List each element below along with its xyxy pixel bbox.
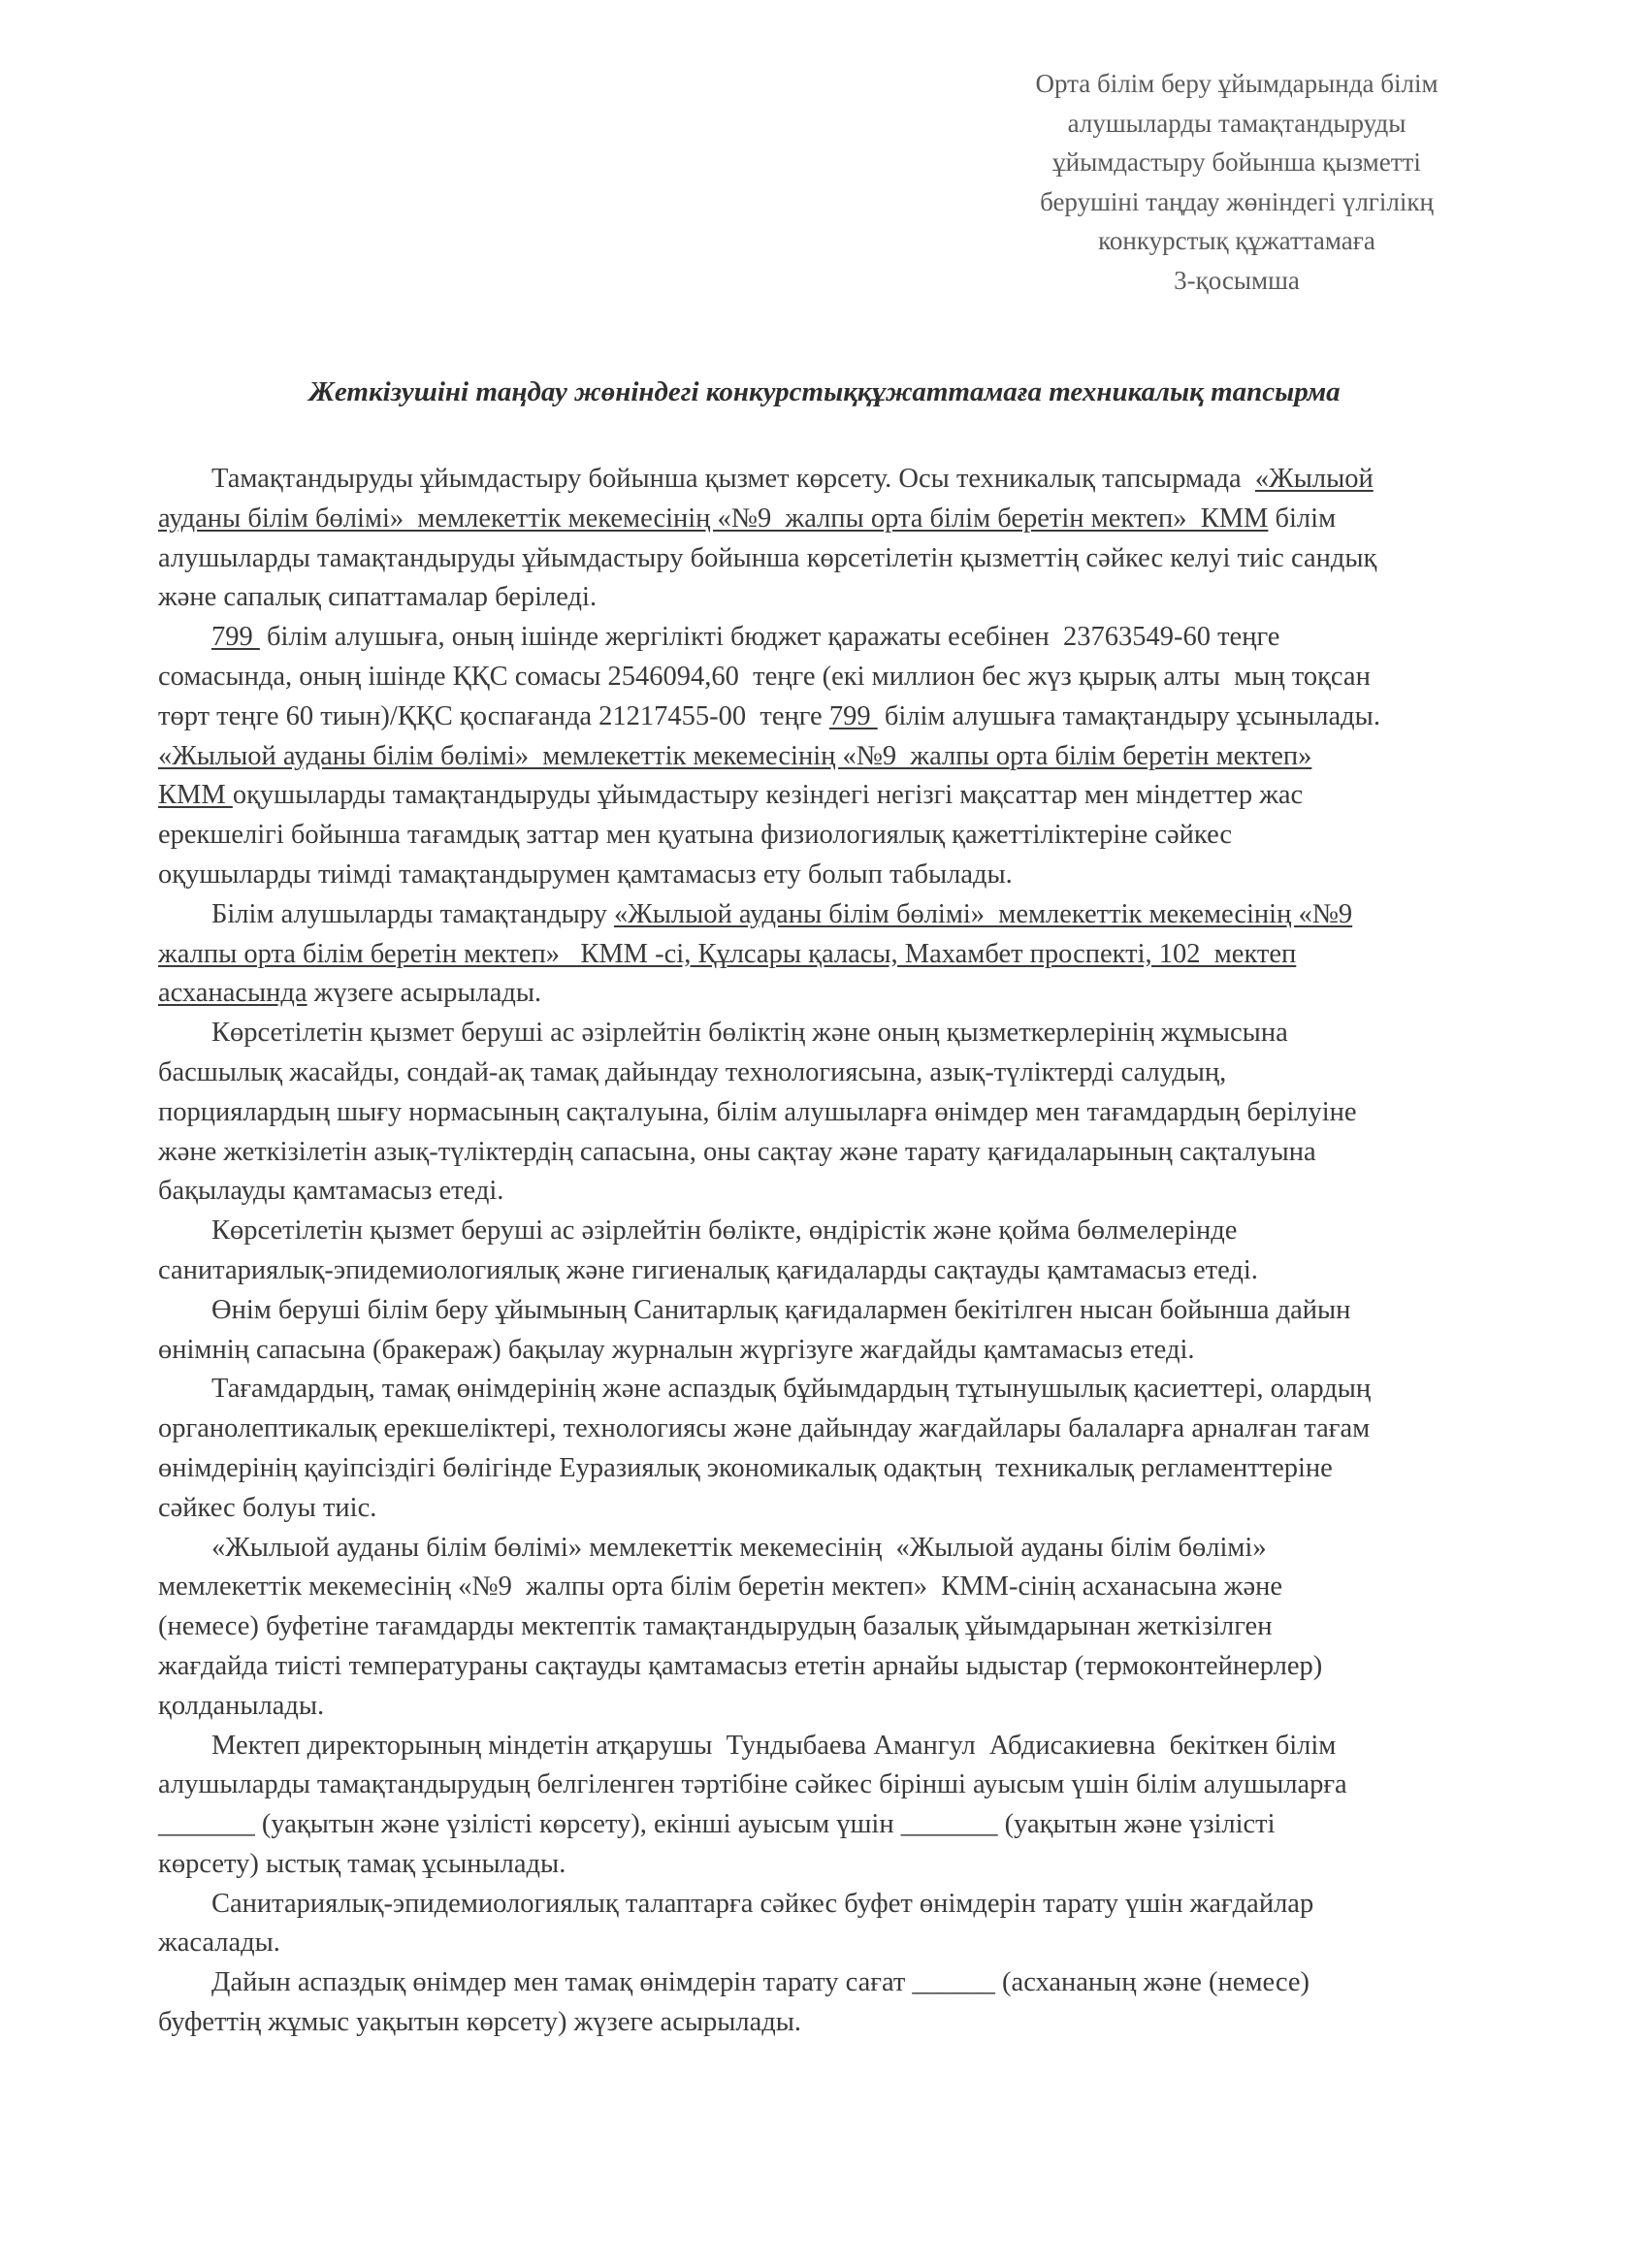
text-line	[158, 1963, 1516, 2003]
text-line	[158, 1766, 1516, 1805]
text-line	[158, 1370, 1516, 1409]
text-segment: органолептикалық ерекшеліктері, технологиясы және дайындау жағдайлары балаларға арналған тағам	[158, 1413, 1371, 1444]
text-segment: Көрсетілетін қызмет беруші ас әзірлейтін бөліктің және оның қызметкерлерінің жұмысына	[211, 1018, 1288, 1049]
text-line	[158, 1212, 1516, 1251]
paragraph	[158, 1370, 1516, 1528]
text-segment: ерекшелігі бойынша тағамдық заттар мен қуатына физиологиялық қажеттіліктеріне сәйкес	[158, 820, 1233, 851]
text-line	[158, 500, 1516, 539]
underlined-text: «Жылыой ауданы білім бөлімі» мемлекеттік мекемесінің «№9	[613, 898, 1353, 929]
text-segment: және сапалық сипаттамалар беріледі.	[158, 582, 598, 613]
header-line: 3-қосымша	[1174, 265, 1300, 295]
text-line	[158, 1053, 1516, 1093]
underlined-text: 799	[828, 700, 878, 731]
text-line	[158, 1924, 1516, 1963]
paragraph	[158, 618, 1516, 895]
text-segment: Санитариялық-эпидемиологиялық талаптарға сәйкес буфет өнімдерін тарату үшін жағдайлар	[211, 1888, 1314, 1919]
text-line	[158, 1449, 1516, 1489]
text-segment: алушыларды тамақтандырудың белгіленген тәртібіне сәйкес бірінші ауысым үшін білім алушыларға	[158, 1769, 1347, 1800]
text-line	[158, 578, 1516, 618]
text-segment: санитариялық-эпидемиологиялық және гигиеналық қағидаларды сақтауды қамтамасыз етеді.	[158, 1254, 1258, 1285]
text-line	[158, 1529, 1516, 1569]
document-body	[158, 460, 1516, 2043]
text-segment: басшылық жасайды, сондай-ақ тамақ дайындау технологиясына, азық-түліктерді салудың,	[158, 1056, 1227, 1087]
text-line	[158, 1607, 1516, 1647]
text-line	[158, 1489, 1516, 1529]
text-line	[158, 1647, 1516, 1687]
text-segment: буфеттің жұмыс уақытын көрсету) жүзеге асырылады.	[158, 2007, 802, 2038]
paragraph	[158, 1212, 1516, 1291]
paragraph	[158, 1291, 1516, 1371]
text-segment: Мектеп директорының міндетін атқарушы Тундыбаева Амангул Абдисакиевна бекіткен білім	[211, 1730, 1337, 1761]
header-line: ұйымдастыру бойынша қызметті	[1052, 147, 1421, 178]
text-segment: және жеткізілетін азық-түліктердің сапасына, оны сақтау және тарату қағидаларының сақталуына	[158, 1136, 1316, 1167]
text-segment: көрсету) ыстық тамақ ұсынылады.	[158, 1848, 566, 1879]
paragraph	[158, 895, 1516, 1014]
text-segment: білім алушыға, оның ішінде жергілікті бюджет қаражаты есебінен 23763549-60 теңге	[259, 622, 1280, 653]
text-segment: порциялардың шығу нормасының сақталуына, білім алушыларға өнімдер мен тағамдардың берілуіне	[158, 1096, 1357, 1127]
underlined-text: ауданы білім бөлімі» мемлекеттік мекемесінің «№9 жалпы орта білім беретін мектеп» КММ	[158, 502, 1269, 534]
text-line	[158, 935, 1516, 975]
text-line	[158, 658, 1516, 697]
text-segment: өнімдерінің қауіпсіздігі бөлігінде Еуразиялық экономикалық одақтың техникалық регламенттеріне	[158, 1452, 1333, 1483]
text-segment: мемлекеттік мекемесінің «№9 жалпы орта білім беретін мектеп» КММ-сінің асханасына және	[158, 1571, 1283, 1603]
text-segment: Көрсетілетін қызмет беруші ас әзірлейтін бөлікте, өндірістік және қойма бөлмелерінде	[211, 1215, 1238, 1247]
text-line	[158, 895, 1516, 935]
text-line	[158, 1805, 1516, 1845]
paragraph	[158, 1885, 1516, 1964]
text-segment: алушыларды тамақтандыруды ұйымдастыру бойынша көрсетілетін қызметтің сәйкес келуі тиіс сандық	[158, 542, 1377, 573]
text-segment: Дайын аспаздық өнімдер мен тамақ өнімдерін тарату сағат ______ (асхананың және (немесе)	[211, 1967, 1310, 1998]
paragraph	[158, 1529, 1516, 1727]
text-segment: өнімнің сапасына (бракераж) бақылау журналын жүргізуге жағдайды қамтамасыз етеді.	[158, 1334, 1195, 1365]
text-line	[158, 856, 1516, 895]
underlined-text: КММ	[158, 780, 233, 811]
text-line	[158, 539, 1516, 579]
text-segment: төрт теңге 60 тиын)/ҚҚС қоспағанда 21217455-00 теңге	[158, 700, 829, 731]
text-segment: _______ (уақытын және үзілісті көрсету), екінші ауысым үшін _______ (уақытын және үзілісті	[158, 1809, 1276, 1840]
text-segment: бақылауды қамтамасыз етеді.	[158, 1176, 504, 1207]
text-line	[158, 1093, 1516, 1133]
underlined-text: 799	[211, 622, 260, 653]
text-segment: (немесе) буфетіне тағамдарды мектептік тамақтандырудың базалық ұйымдарынан жеткізілген	[158, 1611, 1273, 1642]
text-line	[158, 737, 1516, 777]
text-line	[158, 697, 1516, 737]
header-line: берушіні таңдау жөніндегі үлгілікң	[1040, 186, 1434, 216]
header-line: алушыларды тамақтандыруды	[1067, 108, 1406, 138]
underlined-text: асханасында	[158, 978, 307, 1009]
text-line	[158, 1568, 1516, 1607]
text-segment: Білім алушыларды тамақтандыру	[211, 898, 614, 929]
text-line	[158, 1331, 1516, 1371]
text-line	[158, 1687, 1516, 1727]
text-segment: сомасында, оның ішінде ҚҚС сомасы 2546094,60 теңге (екі миллион бес жүз қырық алты мың тоқсан	[158, 661, 1371, 692]
underlined-text: «Жылыой	[1254, 464, 1374, 494]
text-segment: қолданылады.	[158, 1690, 325, 1721]
text-line	[158, 1845, 1516, 1885]
paragraph	[158, 1963, 1516, 2043]
paragraph	[158, 1727, 1516, 1885]
underlined-text: «Жылыой ауданы білім бөлімі» мемлекеттік мекемесінің «№9 жалпы орта білім беретін мектеп»	[158, 740, 1312, 771]
paragraph	[158, 1014, 1516, 1212]
text-segment: жүзеге асырылады.	[307, 978, 542, 1009]
paragraph	[158, 460, 1516, 618]
text-line	[158, 1291, 1516, 1331]
text-segment: білім	[1268, 502, 1337, 534]
text-line	[158, 974, 1516, 1014]
text-line	[158, 776, 1516, 816]
text-segment: білім алушыға тамақтандыру ұсынылады.	[877, 700, 1380, 731]
underlined-text: жалпы орта білім беретін мектеп» КММ -сі, Құлсары қаласы, Махамбет проспекті, 102 мектеп	[158, 938, 1297, 969]
text-segment: оқушыларды тамақтандыруды ұйымдастыру кезіндегі негізгі мақсаттар мен міндеттер жас	[232, 780, 1304, 811]
text-line	[158, 1409, 1516, 1449]
text-segment: оқушыларды тиімді тамақтандырумен қамтамасыз ету болып табылады.	[158, 859, 1013, 890]
text-line	[158, 2003, 1516, 2043]
text-segment: Өнім беруші білім беру ұйымының Санитарлық қағидалармен бекітілген нысан бойынша дайын	[211, 1294, 1351, 1325]
text-segment: жағдайда тиісті температураны сақтауды қамтамасыз ететін арнайы ыдыстар (термоконтейнерлер)	[158, 1650, 1323, 1681]
text-line	[158, 1885, 1516, 1925]
document-title: Жеткізушіні таңдау жөніндегі конкурстыққұжаттамаға техникалық тапсырма	[308, 376, 1341, 407]
appendix-header	[989, 64, 1484, 301]
text-line	[158, 1014, 1516, 1053]
text-segment: сәйкес болуы тиіс.	[158, 1492, 377, 1523]
text-line	[158, 1251, 1516, 1291]
text-segment: Тағамдардың, тамақ өнімдерінің және аспаздық бұйымдардың тұтынушылық қасиеттері, олардың	[211, 1374, 1372, 1405]
text-line	[158, 1727, 1516, 1766]
text-line	[158, 460, 1516, 500]
text-line	[158, 1133, 1516, 1173]
text-segment: Тамақтандыруды ұйымдастыру бойынша қызмет көрсету. Осы техникалық тапсырмада	[211, 464, 1255, 494]
text-segment: жасалады.	[158, 1928, 280, 1959]
text-line	[158, 816, 1516, 856]
header-line: Орта білім беру ұйымдарында білім	[1035, 69, 1439, 98]
text-line	[158, 618, 1516, 658]
header-line: конкурстық құжаттамаға	[1098, 226, 1375, 256]
text-segment: «Жылыой ауданы білім бөлімі» мемлекеттік мекемесінің «Жылыой ауданы білім бөлімі»	[211, 1532, 1267, 1563]
text-line	[158, 1172, 1516, 1212]
